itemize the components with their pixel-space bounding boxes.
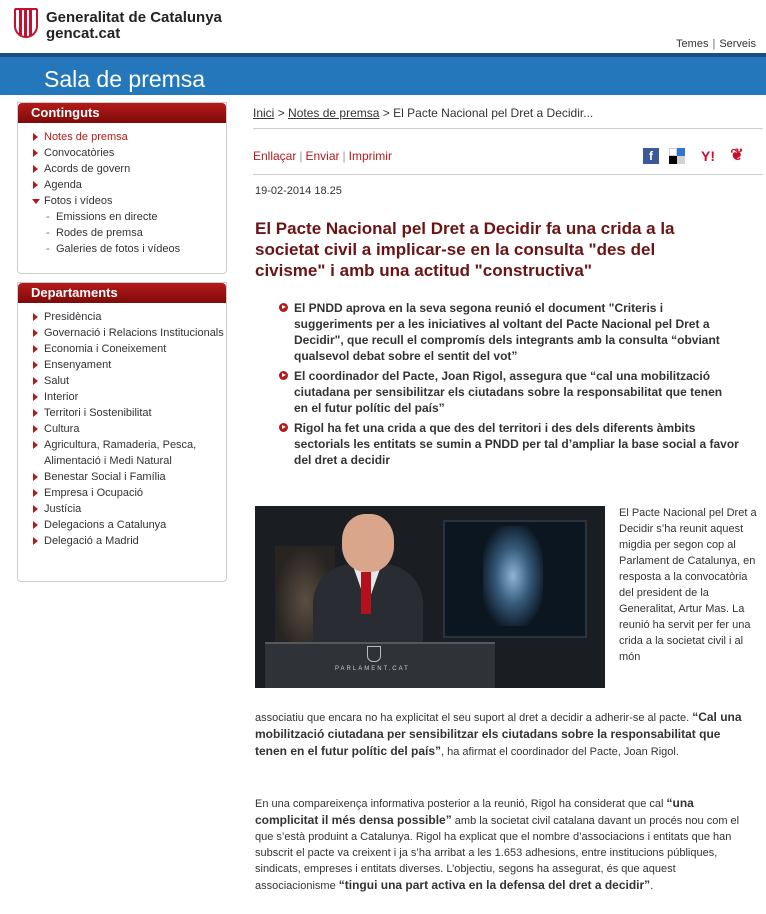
sidebar-subitem-emissions[interactable]: - Emissions en directe [32,209,226,225]
parliament-logo-icon [367,646,381,662]
dept-item[interactable]: Governació i Relacions Institucionals [32,325,226,341]
print-action[interactable]: Imprimir [348,149,392,163]
sidebar-item-agenda[interactable]: Agenda [32,177,226,193]
share-icons [643,147,753,167]
breadcrumb-sep: > [277,106,285,120]
dept-item[interactable]: Cultura [32,421,226,437]
send-action[interactable]: Enviar [305,149,340,163]
brand-name[interactable]: Generalitat de Catalunya [46,9,222,26]
breadcrumb-current: El Pacte Nacional pel Dret a Decidir... [393,106,594,120]
paragraph-text: , ha afirmat el coordinador del Pacte, Joan Rigol. [441,746,679,758]
highlight-item: El coordinador del Pacte, Joan Rigol, assegura que “cal una mobilització ciutadana per sensibilitzar els ciutadans sobre la responsabilitat que tenen en el futur polític del país” [279,368,739,416]
paragraph-text: En una compareixença informativa posterior a la reunió, Rigol ha considerat que cal [255,798,667,810]
paragraph-quote: “tingui una part activa en la defensa del dret a decidir” [338,878,651,892]
dept-item[interactable]: Presidència [32,309,226,325]
section-banner [0,53,766,95]
banner-title[interactable]: Sala de premsa [44,66,206,92]
sidebar-subitem-galeries[interactable]: - Galeries de fotos i vídeos [32,241,226,257]
dept-item[interactable]: Economia i Coneixement [32,341,226,357]
dept-item[interactable]: Empresa i Ocupació [32,485,226,501]
brand-domain[interactable]: gencat.cat [46,25,121,42]
facebook-icon[interactable]: f [643,148,659,164]
link-action[interactable]: Enllaçar [253,149,297,163]
article-highlights [279,300,739,472]
dept-item[interactable]: Interior [32,389,226,405]
article-paragraph-1 [255,709,750,760]
paragraph-quote: “una complicitat il més densa possible” [255,796,694,827]
breadcrumb [253,106,763,129]
dept-item[interactable]: Justícia [32,501,226,517]
yahoo-icon[interactable]: Y! [701,148,715,164]
tools-sep: | [342,149,346,163]
generalitat-logo-icon[interactable] [14,8,38,38]
sidebar-item-convocatories[interactable]: Convocatòries [32,145,226,161]
topnav-serveis[interactable]: Serveis [719,38,756,50]
breadcrumb-home[interactable]: Inici [253,106,275,120]
highlight-item: El PNDD aprova en la seva segona reunió el document "Criteris i suggeriments per a les iniciatives al voltant del Pacte Nacional pel Dret a Decidir", que recull el compromís dels integrants amb la consulta “obviant qualsevol debat sobre el sentit del vot” [279,300,739,364]
article-paragraph-side: El Pacte Nacional pel Dret a Decidir s’ha reunit aquest migdia per segon cop al Parlament de Catalunya, en resposta a la convocatòria del president de la Generalitat, Artur Mas. La reunió ha servit per fer una crida a la societat civil i al món [619,507,757,663]
sidebar-item-notes[interactable]: Notes de premsa [32,129,226,145]
highlight-item: Rigol ha fet una crida a que des del territori i des dels diferents àmbits sectorials les entitats se sumin a PNDD per tal d’ampliar la base social a favor del dret a decidir [279,420,739,468]
sidebar-item-acords[interactable]: Acords de govern [32,161,226,177]
site-header [0,0,766,52]
top-nav: Temes | Serveis [676,38,756,50]
paragraph-quote: “Cal una mobilització ciutadana per sensibilitzar els ciutadans sobre la responsabilitat que tenen en el futur polític del país” [255,710,742,758]
dept-item[interactable]: Benestar Social i Família [32,469,226,485]
dept-item[interactable]: Agricultura, Ramaderia, Pesca, Alimentació i Medi Natural [32,437,226,469]
sidebar-departaments-title: Departaments [18,283,226,303]
topnav-temes[interactable]: Temes [676,38,709,50]
breadcrumb-section[interactable]: Notes de premsa [288,106,380,120]
dept-item[interactable]: Ensenyament [32,357,226,373]
twitter-icon[interactable]: ❦ [730,147,744,164]
sidebar-subitem-rodes[interactable]: - Rodes de premsa [32,225,226,241]
sidebar-item-fotos[interactable]: Fotos i vídeos [32,193,226,209]
article-photo[interactable] [255,506,605,688]
paragraph-text: amb la societat civil catalana davant un procés nou com el que s’està produint a Catalunya. Rigol ha explicat que el nombre d’associacions i entitats que han subscrit el pacte va creixent i ja s’ha arribat a les 1.653 adhesions, entre institucions públiques, sindicats, empreses i entitats diverses. L’objectiu, segons ha assegurat, és que aquest associacionisme [255,815,740,892]
paragraph-text: associatiu que encara no ha explicitat el seu suport al dret a decidir a adherir-se al pacte. [255,712,693,724]
sidebar-contingut-title: Continguts [18,103,226,123]
article-paragraph-2 [255,795,755,894]
dept-item[interactable]: Salut [32,373,226,389]
article-tools [253,149,392,163]
paragraph-text: . [650,880,654,892]
sidebar-departaments [17,282,227,582]
divider [253,174,763,175]
article-date: 19-02-2014 18.25 [255,185,342,197]
dept-item[interactable]: Delegacions a Catalunya [32,517,226,533]
dept-item[interactable]: Territori i Sostenibilitat [32,405,226,421]
podium-label: PARLAMENT.CAT [335,666,410,672]
sidebar-contingut [17,102,227,274]
dept-item[interactable]: Delegació a Madrid [32,533,226,549]
tools-sep: | [299,149,303,163]
breadcrumb-sep: > [382,106,390,120]
article-headline: El Pacte Nacional pel Dret a Decidir fa una crida a la societat civil a implicar-se en la consulta "des del civisme" i amb una actitud "constructiva" [255,219,675,280]
delicious-icon[interactable] [669,148,685,164]
